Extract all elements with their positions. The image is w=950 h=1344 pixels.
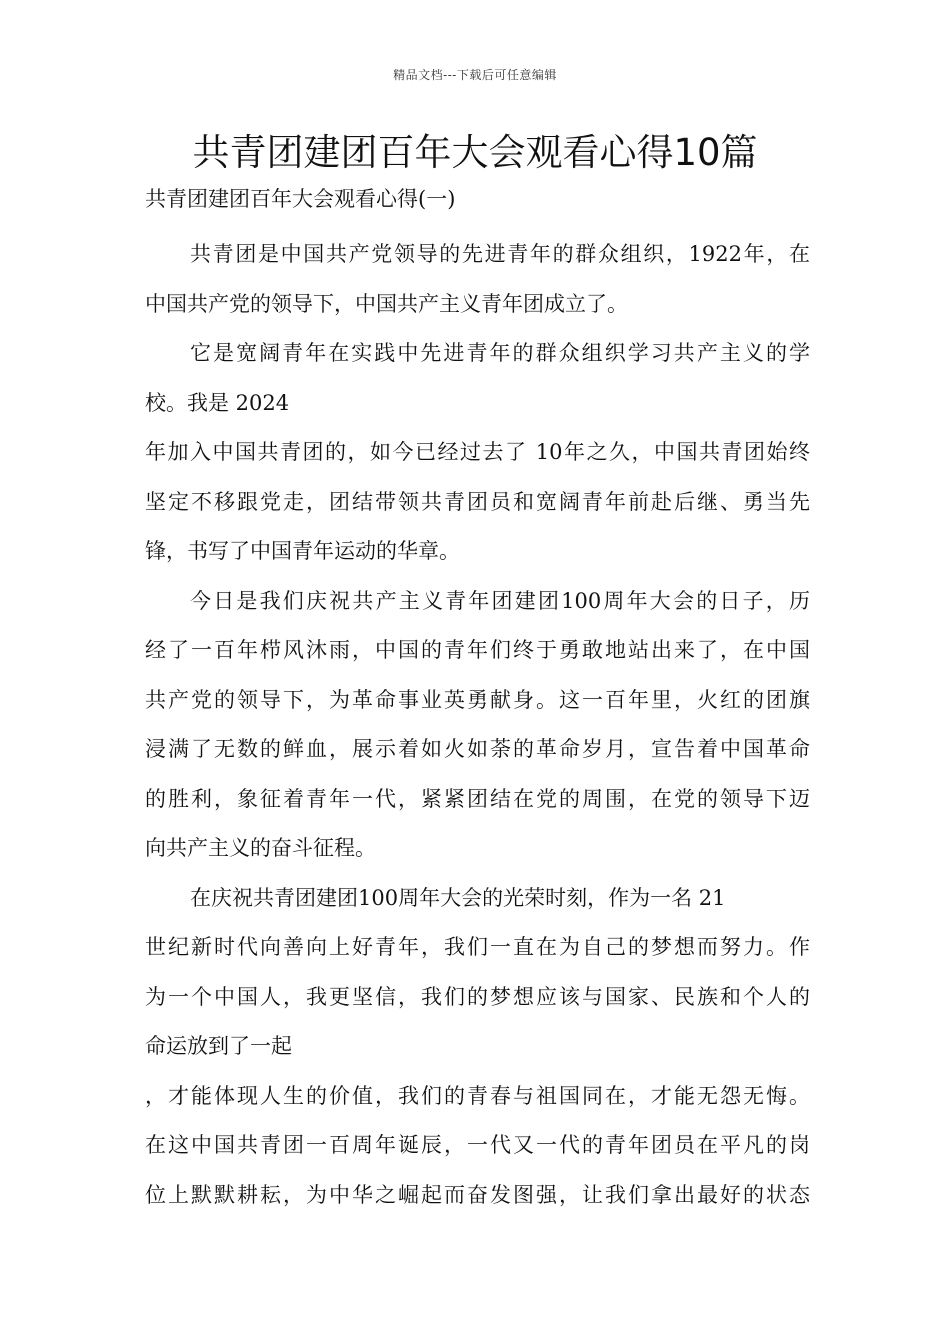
text-line: 中国共产党的领导下，中国共产主义青年团成立了。 (145, 291, 628, 316)
text-line: 校。我是 2024 (145, 390, 290, 415)
text-line: 年加入中国共青团的，如今已经过去了 10年之久，中国共青团始终 (145, 440, 810, 464)
body-text (145, 230, 810, 1220)
text-line: 向共产主义的奋斗征程。 (145, 836, 376, 860)
text-line: 共产党的领导下，为革命事业英勇献身。这一百年里，火红的团旗 (145, 687, 810, 712)
text-line: 为一个中国人，我更坚信，我们的梦想应该与国家、民族和个人的 (145, 984, 810, 1009)
document-title: 共青团建团百年大会观看心得10篇 (192, 131, 758, 174)
text-line: 锋，书写了中国青年运动的华章。 (145, 539, 460, 563)
text-line: 今日是我们庆祝共产主义青年团建团100周年大会的日子，历 (190, 588, 810, 613)
text-line: 浸满了无数的鲜血，展示着如火如荼的革命岁月，宣告着中国革命 (145, 737, 810, 761)
text-line: 在这中国共青团一百周年诞辰，一代又一代的青年团员在平凡的岗 (145, 1133, 810, 1157)
section-heading: 共青团建团百年大会观看心得(一) (145, 187, 456, 211)
text-line: 的胜利，象征着青年一代，紧紧团结在党的周围，在党的领导下迈 (145, 786, 810, 811)
text-line: 经了一百年栉风沐雨，中国的青年们终于勇敢地站出来了，在中国 (145, 638, 810, 662)
text-line: 在庆祝共青团建团100周年大会的光荣时刻，作为一名 21 (190, 885, 726, 910)
text-line: 共青团是中国共产党领导的先进青年的群众组织，1922年，在 (190, 242, 810, 266)
text-line: 命运放到了一起 (145, 1034, 292, 1058)
text-line: ，才能体现人生的价值，我们的青春与祖国同在，才能无怨无悔。 (145, 1083, 810, 1108)
text-line: 坚定不移跟党走，团结带领共青团员和宽阔青年前赴后继、勇当先 (145, 489, 810, 514)
header-note: 精品文档---下载后可任意编辑 (393, 68, 557, 82)
text-line: 世纪新时代向善向上好青年，我们一直在为自己的梦想而努力。作 (145, 935, 810, 959)
text-line: 位上默默耕耘，为中华之崛起而奋发图强，让我们拿出最好的状态 (145, 1182, 810, 1207)
text-line: 它是宽阔青年在实践中先进青年的群众组织学习共产主义的学 (190, 341, 810, 365)
